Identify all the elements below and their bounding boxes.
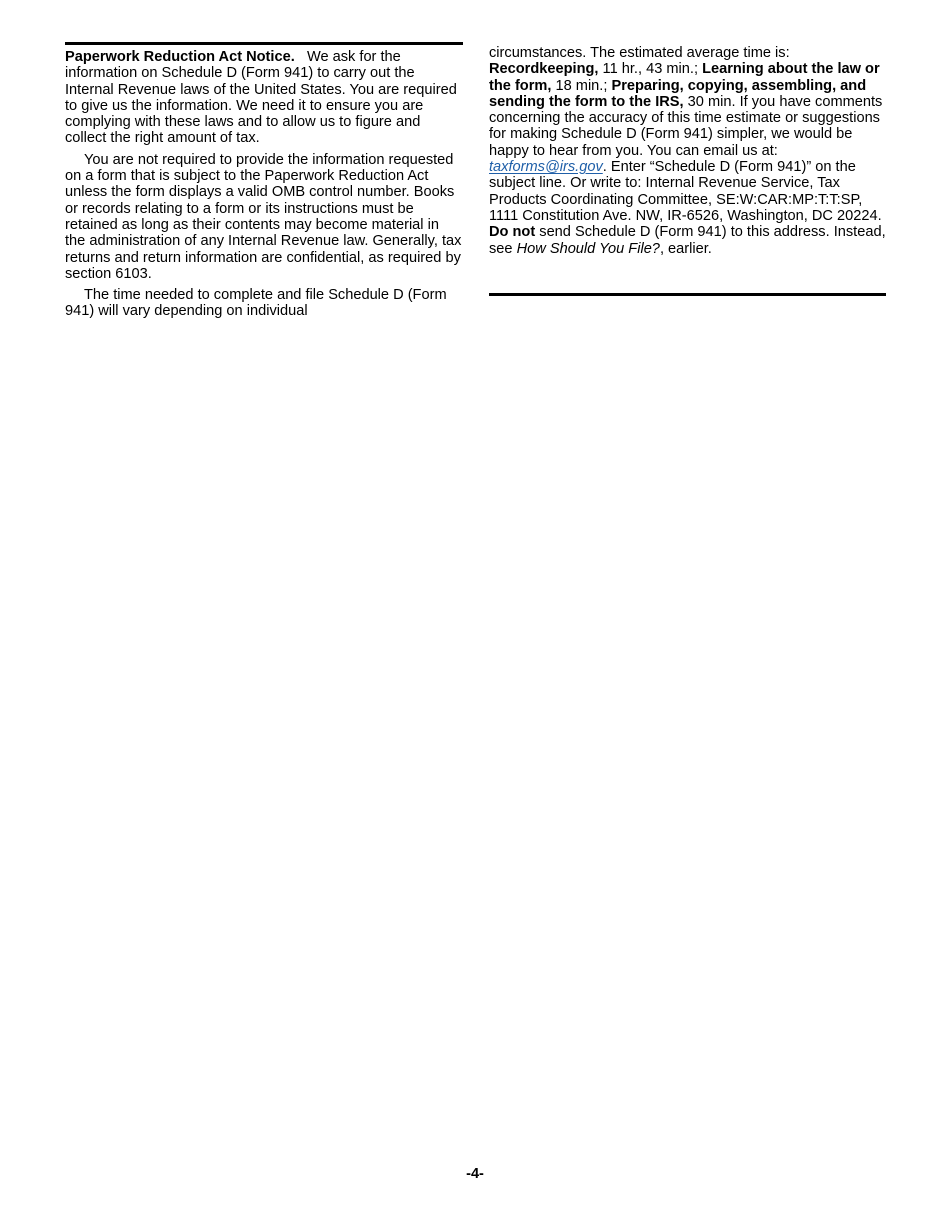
time-estimate-intro: circumstances. The estimated average time is: xyxy=(489,45,790,61)
email-link[interactable]: taxforms@irs.gov xyxy=(489,159,603,176)
time-estimate-paragraph xyxy=(489,45,887,257)
right-column-end-rule xyxy=(489,293,886,296)
recordkeeping-time: 11 hr., 43 min.; xyxy=(602,61,698,78)
paperwork-notice-heading: Paperwork Reduction Act Notice. xyxy=(65,49,295,65)
omb-paragraph: You are not required to provide the information requested on a form that is subject to the Paperwork Reduction Act unless the form displays a valid OMB control number. Books or records relating to a form or its instructions must be retained as long as their contents may become material in the administration of any Internal Revenue law. Generally, tax returns and return information are confidential, as required by section 6103. xyxy=(65,151,462,282)
do-not-text: Do not xyxy=(489,224,536,241)
learning-label: Learning about the law or the form, xyxy=(489,61,880,94)
comments-text: If you have comments concerning the accuracy of this time estimate or suggestions for making Schedule D (Form 941) simpler, we would be happy to hear from you. You can email us at: xyxy=(489,93,883,159)
preparing-label: Preparing, copying, assembling, and sending the form to the IRS, xyxy=(489,77,867,110)
recordkeeping-label: Recordkeeping, xyxy=(489,61,599,78)
paperwork-notice-text: We ask for the information on Schedule D (Form 941) to carry out the Internal Revenue laws of the United States. You are required to give us the information. We need it to ensure you are complying with these laws and to allow us to figure and collect the right amount of tax. xyxy=(65,49,457,147)
preparing-time: 30 min. xyxy=(687,93,736,110)
how-should-you-file-reference: How Should You File? xyxy=(516,240,660,257)
time-needed-paragraph: The time needed to complete and file Schedule D (Form 941) will vary depending on individual xyxy=(65,287,447,320)
earlier-text: , earlier. xyxy=(659,240,712,257)
paperwork-notice-paragraph xyxy=(65,49,463,147)
right-column xyxy=(489,45,887,262)
after-email-text: . Enter “Schedule D (Form 941)” on the subject line. Or write to: Internal Revenue Service, Tax Products Coordinating Committee, SE:W:CAR:MP:T:T:SP, 1111 Constitution Ave. NW, IR-6526, Washington, DC 20224. xyxy=(489,159,882,224)
learning-time: 18 min.; xyxy=(555,77,608,94)
page-number: -4- xyxy=(466,1166,484,1182)
left-column xyxy=(65,42,463,325)
send-text: send Schedule D (Form 941) to this address. Instead, see xyxy=(489,224,886,257)
